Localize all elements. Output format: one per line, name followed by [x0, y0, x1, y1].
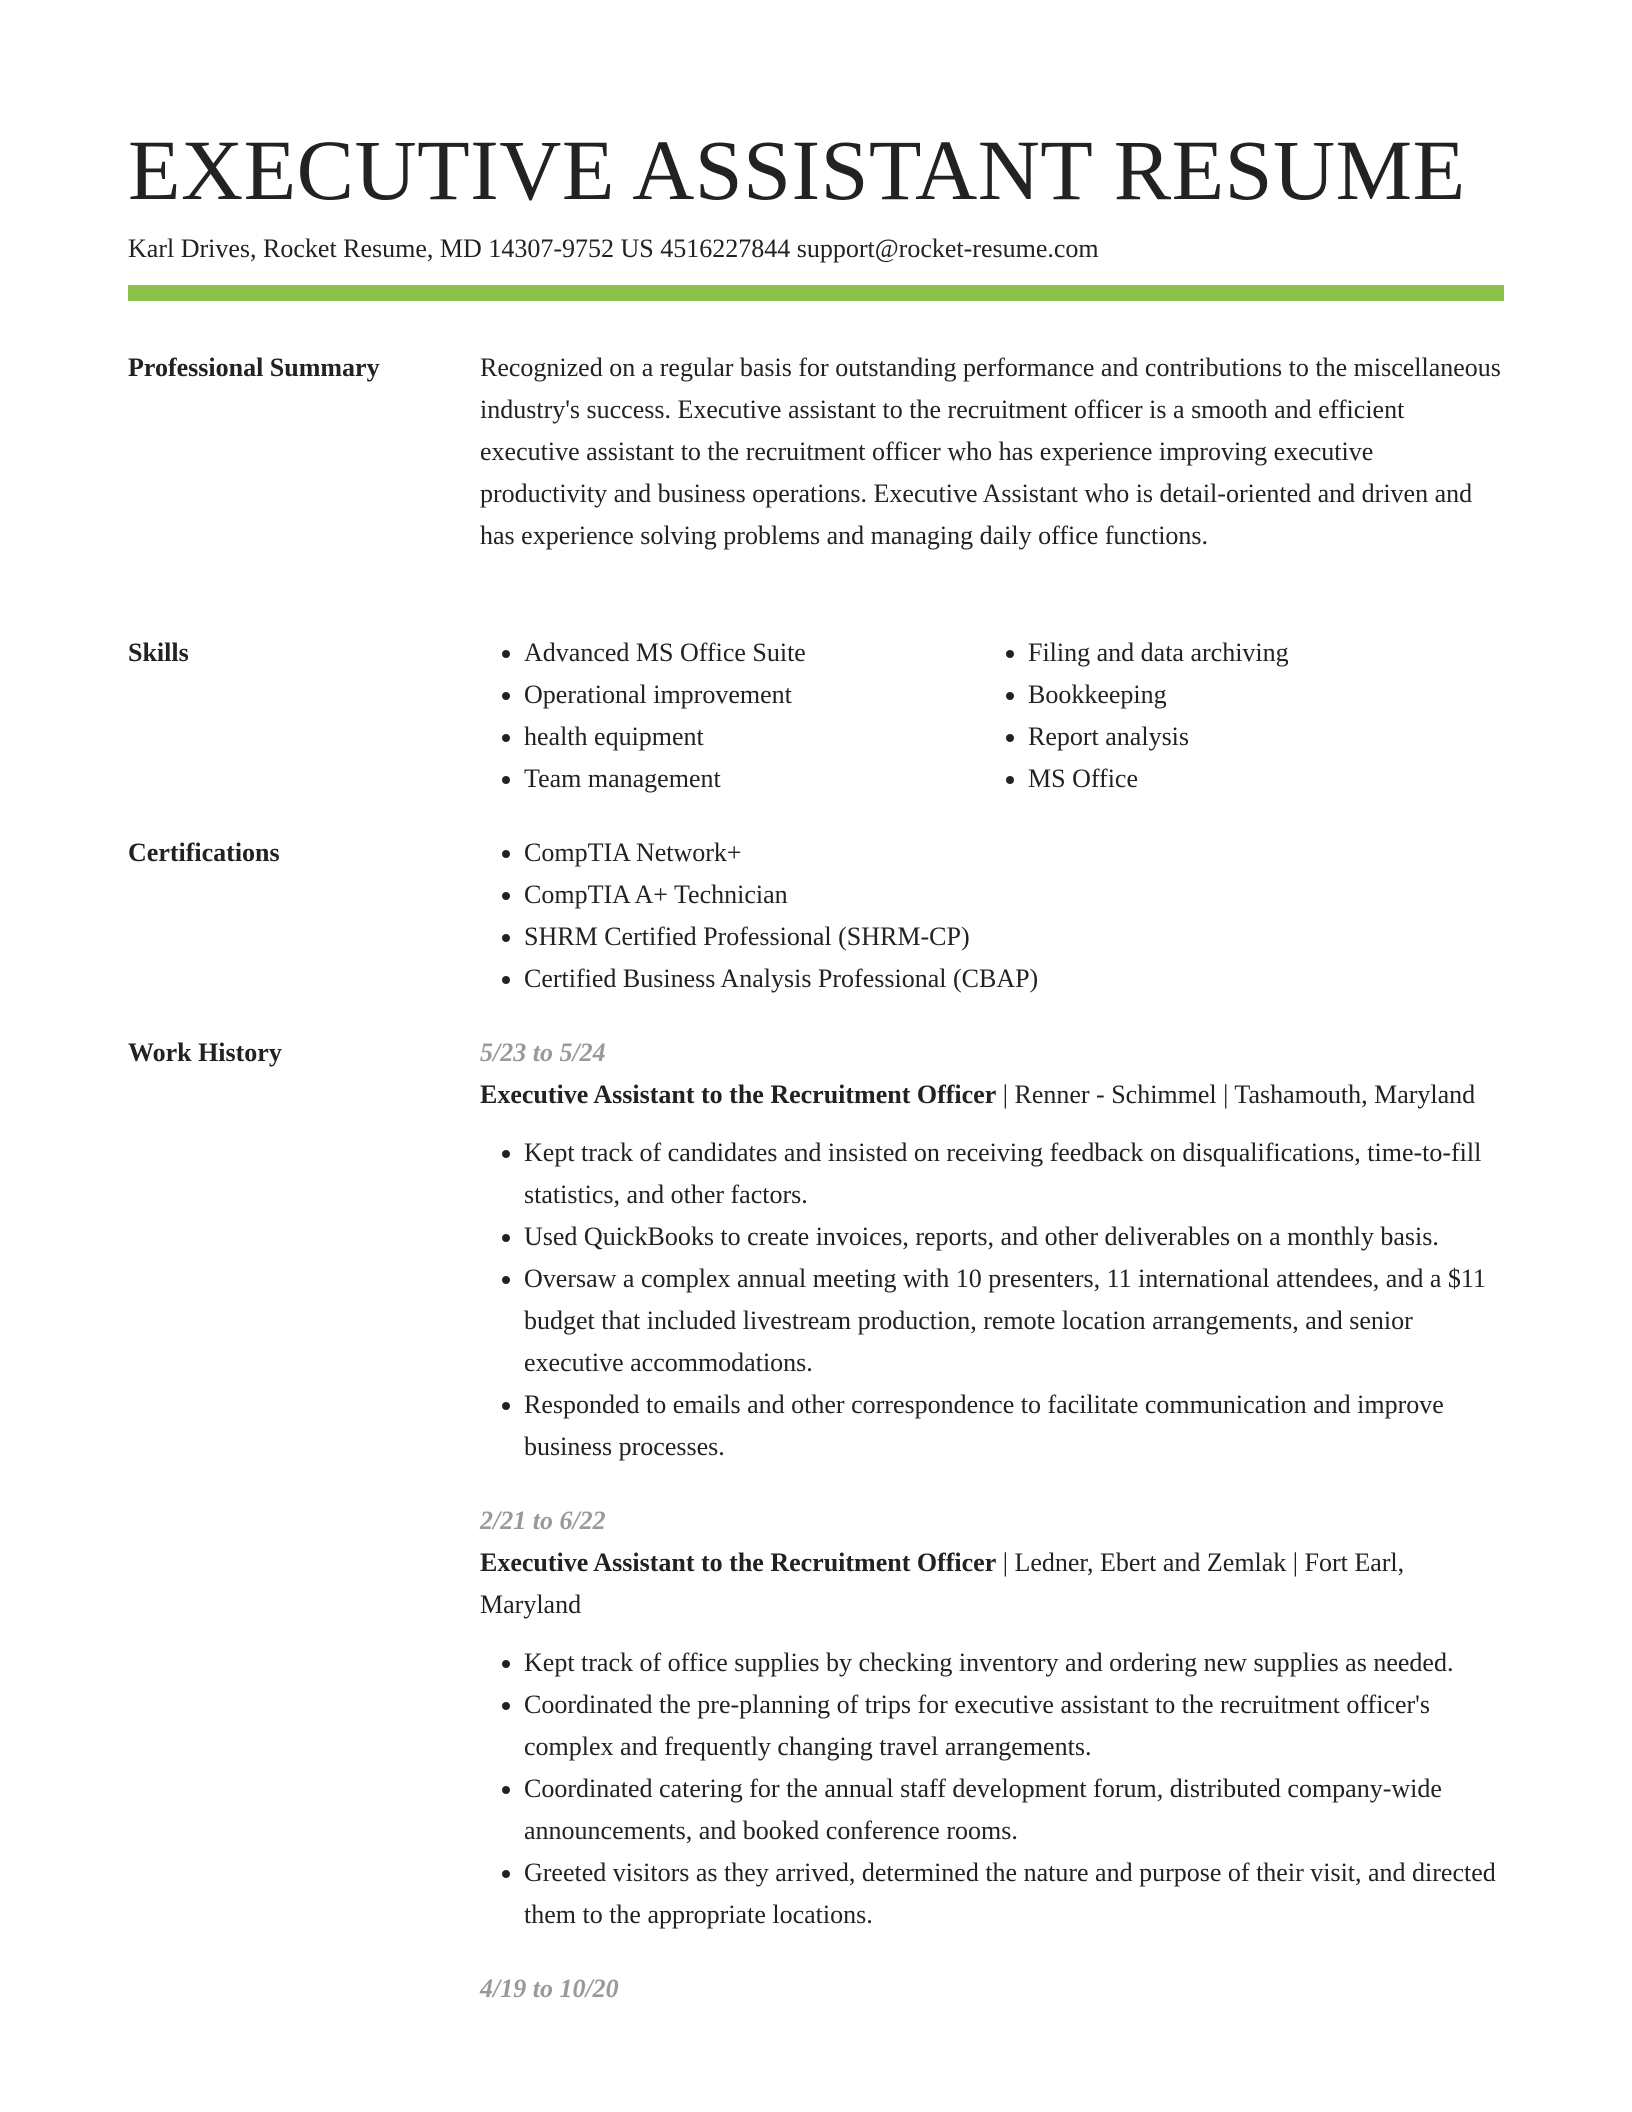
job-heading [480, 1542, 1504, 1626]
job-entry [480, 1500, 1504, 1936]
job-entry [480, 1032, 1504, 1468]
job-duties-list [480, 1642, 1504, 1936]
job-company-location: | Renner - Schimmel | Tashamouth, Maryland [996, 1080, 1476, 1109]
job-duty: • Coordinated the pre-planning of trips for executive assistant to the recruitment officer's complex and frequently changing travel arrangements. [524, 1684, 1504, 1768]
certification-item: • Certified Business Analysis Professional (CBAP) [524, 958, 1504, 1000]
skill-item: • Filing and data archiving [1028, 632, 1488, 674]
skill-item: • Advanced MS Office Suite [524, 632, 984, 674]
skill-item: • MS Office [1028, 758, 1488, 800]
contact-phone: 4516227844 [660, 234, 791, 263]
job-duty: • Greeted visitors as they arrived, determined the nature and purpose of their visit, and directed them to the appropriate locations. [524, 1852, 1504, 1936]
job-entry [480, 1968, 1504, 2010]
certifications-label: Certifications [128, 838, 280, 867]
job-title: Executive Assistant to the Recruitment Officer [480, 1548, 997, 1577]
job-duty: • Used QuickBooks to create invoices, reports, and other deliverables on a monthly basis. [524, 1216, 1504, 1258]
job-duty: • Coordinated catering for the annual staff development forum, distributed company-wide announcements, and booked conference rooms. [524, 1768, 1504, 1852]
resume-title: EXECUTIVE ASSISTANT RESUME [128, 122, 1466, 218]
skills-label: Skills [128, 638, 189, 667]
job-duties-list [480, 1132, 1504, 1468]
skill-item: • health equipment [524, 716, 984, 758]
header-accent-rule [128, 285, 1504, 301]
certifications-list [480, 832, 1504, 1000]
job-title: Executive Assistant to the Recruitment Officer [480, 1080, 997, 1109]
job-duty: • Kept track of candidates and insisted on receiving feedback on disqualifications, time-to-fill statistics, and other factors. [524, 1132, 1504, 1216]
summary-body [480, 347, 1504, 557]
skills-column-left [480, 632, 984, 800]
work-history-label: Work History [128, 1038, 282, 1067]
contact-address: Rocket Resume, MD 14307-9752 US [263, 234, 654, 263]
job-dates: 2/21 to 6/22 [480, 1506, 606, 1535]
job-duty: • Oversaw a complex annual meeting with 10 presenters, 11 international attendees, and a $11 budget that included livestream production, remote location arrangements, and senior executive accommodations. [524, 1258, 1504, 1384]
job-dates: 5/23 to 5/24 [480, 1038, 606, 1067]
summary-text: Recognized on a regular basis for outstanding performance and contributions to the miscellaneous industry's success. Executive assistant to the recruitment officer is a smooth and efficient executive assistant to the recruitment officer who has experience improving executive productivity and business operations. Executive Assistant who is detail-oriented and driven and has experience solving problems and managing daily office functions. [480, 353, 1501, 550]
certification-item: • CompTIA Network+ [524, 832, 1504, 874]
certification-item: • CompTIA A+ Technician [524, 874, 1504, 916]
job-duty: • Responded to emails and other correspondence to facilitate communication and improve business processes. [524, 1384, 1504, 1468]
job-company-location: | Ledner, Ebert and Zemlak | Fort Earl, Maryland [480, 1548, 1405, 1619]
skill-item: • Team management [524, 758, 984, 800]
skills-body [480, 632, 1504, 800]
contact-line [128, 232, 1099, 266]
skills-column-right [984, 632, 1488, 800]
job-dates: 4/19 to 10/20 [480, 1974, 619, 2003]
work-history-body [480, 1032, 1504, 2042]
job-heading [480, 1074, 1504, 1116]
summary-label: Professional Summary [128, 353, 380, 382]
skill-item: • Report analysis [1028, 716, 1488, 758]
certifications-body [480, 832, 1504, 1000]
contact-email: support@rocket-resume.com [796, 234, 1099, 263]
certification-item: • SHRM Certified Professional (SHRM-CP) [524, 916, 1504, 958]
job-duty: • Kept track of office supplies by checking inventory and ordering new supplies as needed. [524, 1642, 1504, 1684]
skill-item: • Bookkeeping [1028, 674, 1488, 716]
skill-item: • Operational improvement [524, 674, 984, 716]
contact-name: Karl Drives, [128, 234, 257, 263]
